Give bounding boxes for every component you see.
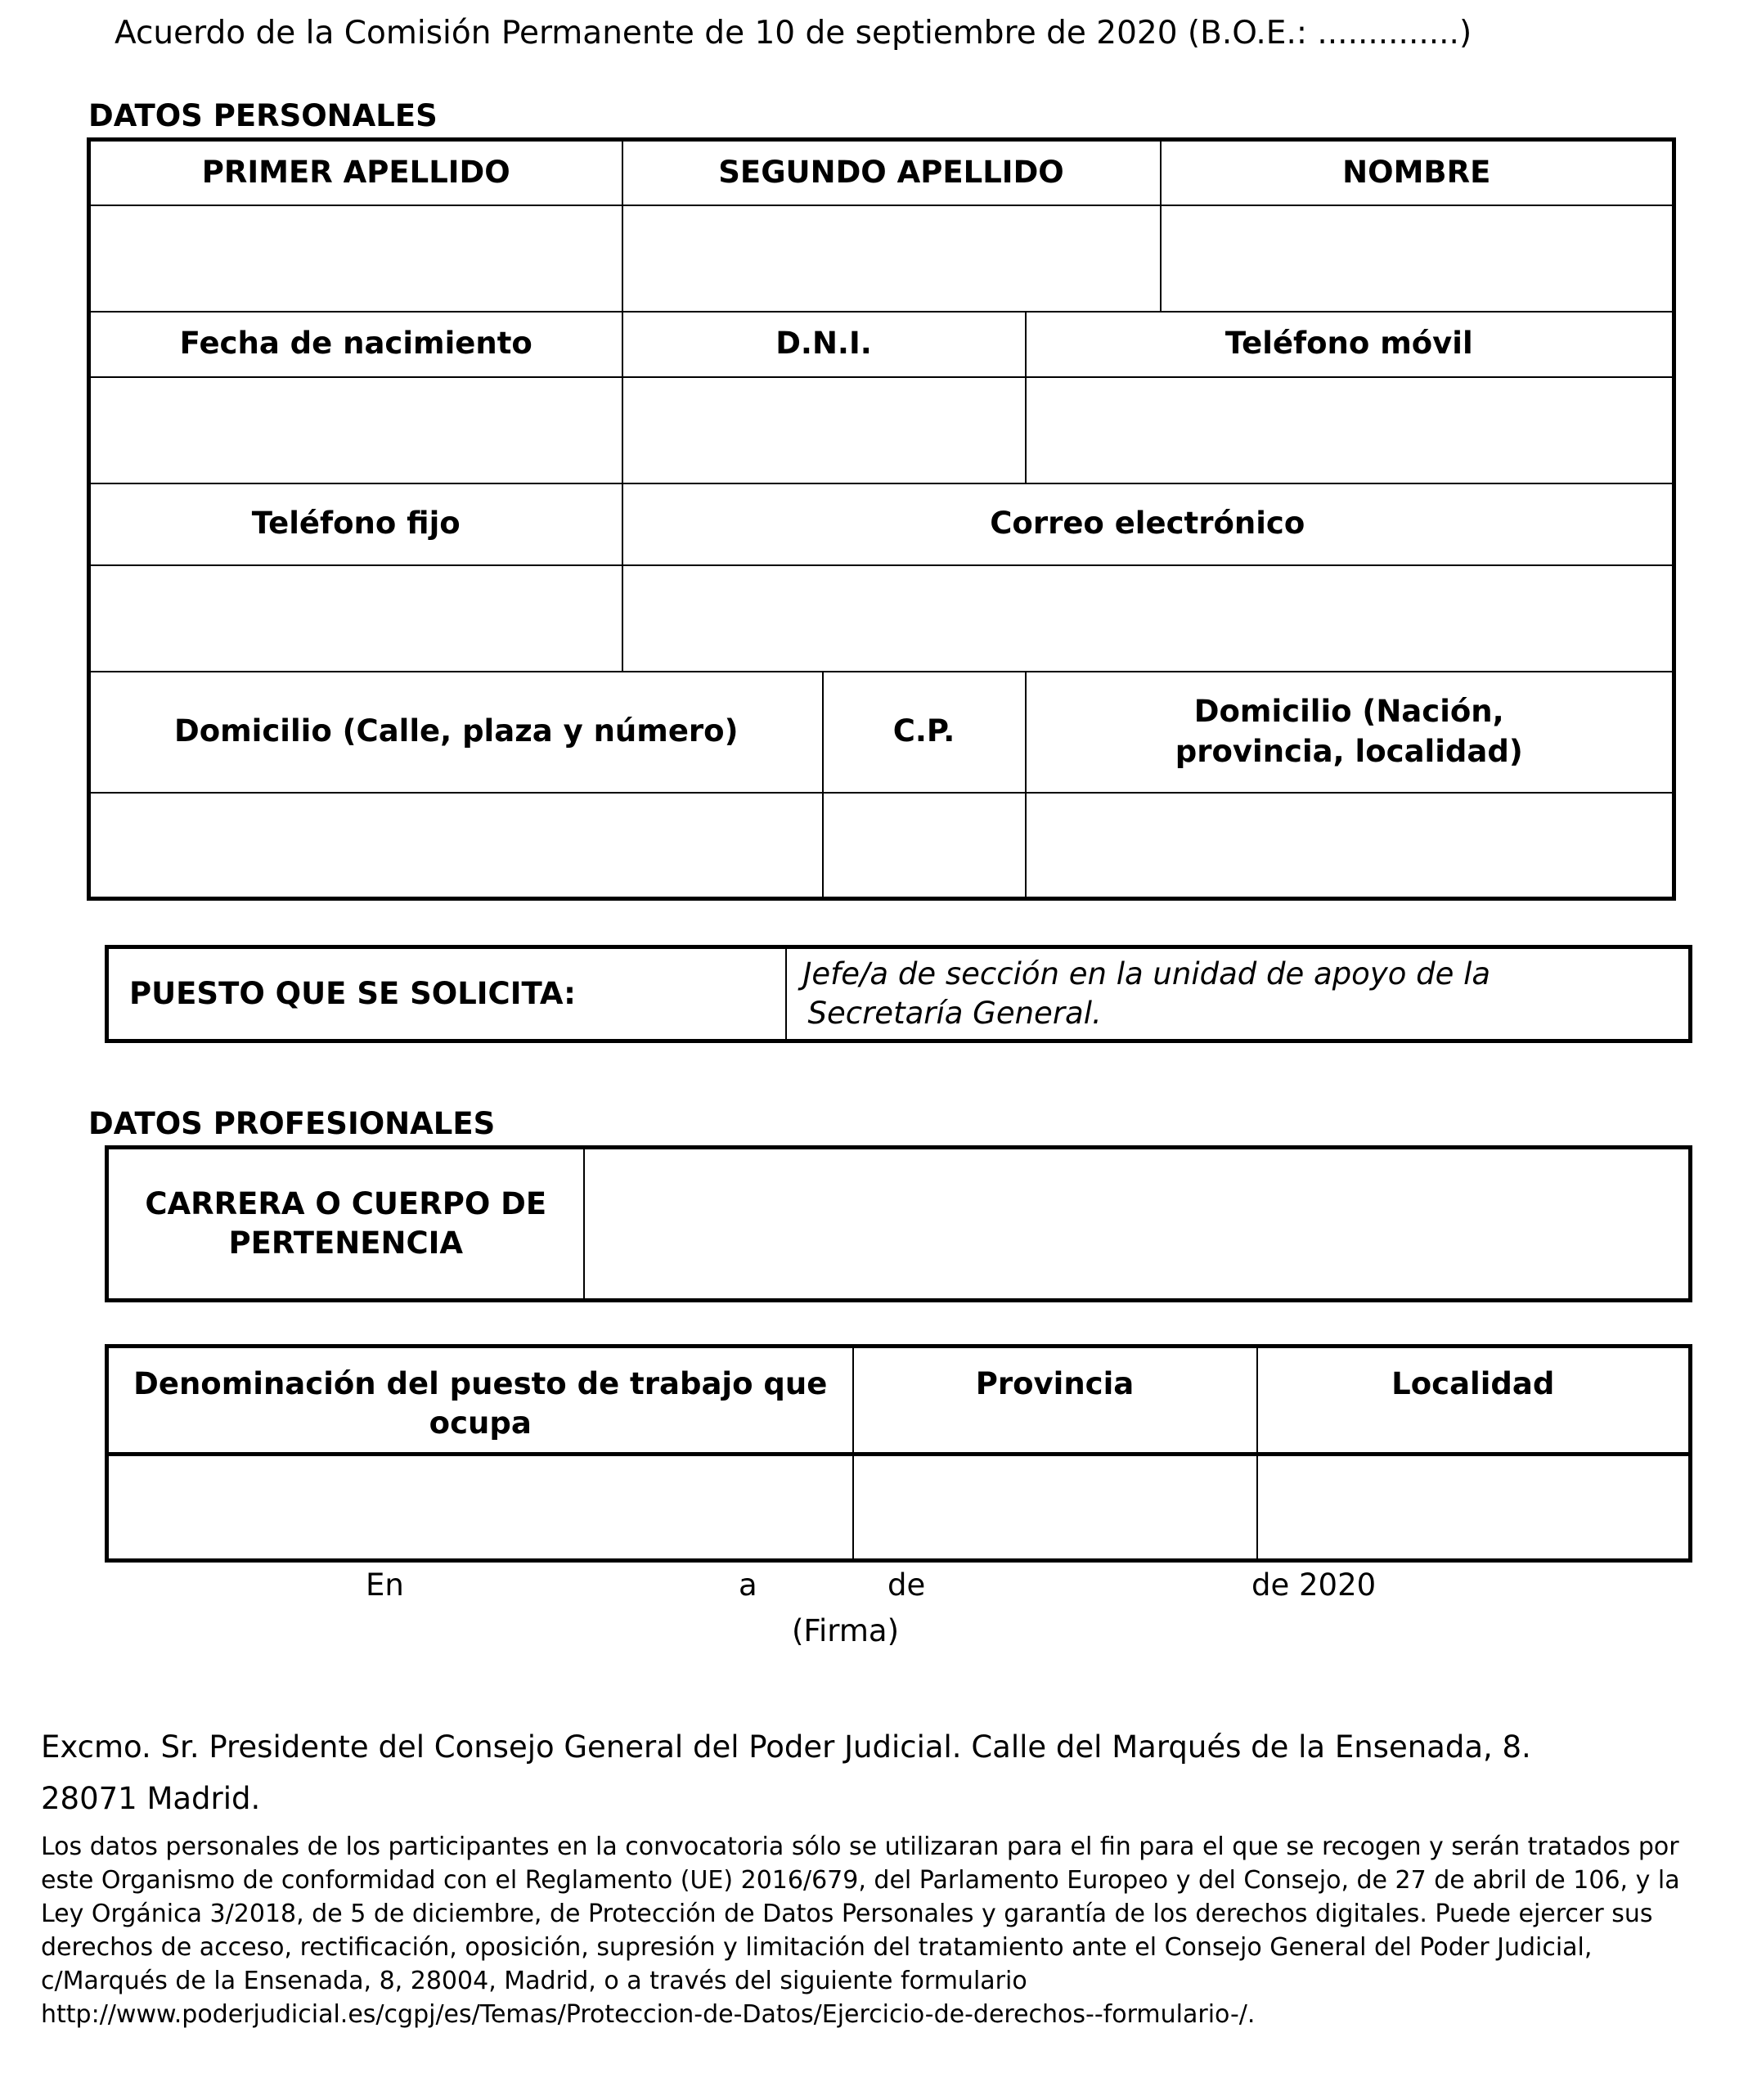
privacy-notice — [41, 1830, 1710, 2032]
denominacion-label-line-1: Denominación del puesto de trabajo que — [133, 1366, 828, 1401]
domicilio-calle-label: Domicilio (Calle, plaza y número) — [89, 672, 823, 793]
addressee-line-1: Excmo. Sr. Presidente del Consejo General del Poder Judicial. Calle del Marqués de la Ensenada, 8. — [41, 1729, 1531, 1765]
puesto-value-line-2: Secretaría General. — [807, 996, 1102, 1031]
nombre-label: NOMBRE — [1161, 140, 1674, 205]
domicilio-nacion-line-1: Domicilio (Nación, — [1193, 694, 1504, 730]
acuerdo-header: Acuerdo de la Comisión Permanente de 10 de septiembre de 2020 (B.O.E.: ..............) — [115, 15, 1472, 52]
puesto-value — [786, 947, 1691, 1041]
privacy-line: este Organismo de conformidad con el Reglamento (UE) 2016/679, del Parlamento Europeo y del Consejo, de 27 de abril de 106, y la — [41, 1866, 1680, 1895]
puesto-table — [105, 945, 1692, 1043]
provincia-field[interactable] — [853, 1455, 1257, 1561]
dni-field[interactable] — [622, 377, 1026, 483]
telefono-movil-label: Teléfono móvil — [1026, 312, 1674, 377]
primer-apellido-field[interactable] — [89, 205, 622, 312]
denominacion-label — [107, 1347, 853, 1455]
puesto-value-line-1: Jefe/a de sección en la unidad de apoyo de la — [802, 956, 1491, 992]
nombre-field[interactable] — [1161, 205, 1674, 312]
addressee-line-2: 28071 Madrid. — [41, 1780, 261, 1816]
telefono-movil-field[interactable] — [1026, 377, 1674, 483]
privacy-line: Ley Orgánica 3/2018, de 5 de diciembre, de Protección de Datos Personales y garantía de los derechos digitales. Puede ejercer sus — [41, 1900, 1653, 1929]
telefono-fijo-field[interactable] — [89, 565, 622, 672]
fecha-nacimiento-field[interactable] — [89, 377, 622, 483]
domicilio-nacion-field[interactable] — [1026, 793, 1674, 899]
segundo-apellido-field[interactable] — [622, 205, 1161, 312]
correo-field[interactable] — [622, 565, 1674, 672]
privacy-line: Los datos personales de los participantes en la convocatoria sólo se utilizaran para el fin para el que se recogen y serán tratados por — [41, 1832, 1679, 1861]
domicilio-nacion-line-2: provincia, localidad) — [1175, 733, 1523, 769]
carrera-label-line-2: PERTENENCIA — [228, 1225, 463, 1261]
fecha-nacimiento-label: Fecha de nacimiento — [89, 312, 622, 377]
privacy-line: derechos de acceso, rectificación, oposición, supresión y limitación del tratamiento ante el Consejo General del Poder Judicial, — [41, 1933, 1593, 1963]
firma-a: a — [739, 1567, 757, 1603]
segundo-apellido-label: SEGUNDO APELLIDO — [622, 140, 1161, 205]
dni-label: D.N.I. — [622, 312, 1026, 377]
datos-personales-table — [87, 137, 1676, 901]
localidad-field[interactable] — [1257, 1455, 1691, 1561]
correo-label: Correo electrónico — [622, 483, 1674, 565]
carrera-label — [107, 1148, 584, 1301]
firma-label: (Firma) — [792, 1613, 900, 1648]
privacy-link[interactable]: http://www.poderjudicial.es/cgpj/es/Temas/Proteccion-de-Datos/Ejercicio-de-derechos--formulario-/. — [41, 2000, 1256, 2030]
primer-apellido-label: PRIMER APELLIDO — [89, 140, 622, 205]
datos-profesionales-title: DATOS PROFESIONALES — [88, 1106, 496, 1141]
firma-year: de 2020 — [1251, 1567, 1377, 1603]
firma-de: de — [887, 1567, 926, 1603]
telefono-fijo-label: Teléfono fijo — [89, 483, 622, 565]
denominacion-label-line-2: ocupa — [429, 1405, 532, 1441]
carrera-field[interactable] — [584, 1148, 1691, 1301]
provincia-label: Provincia — [853, 1347, 1257, 1455]
domicilio-nacion-label — [1026, 672, 1674, 793]
privacy-line: c/Marqués de la Ensenada, 8, 28004, Madrid, o a través del siguiente formulario — [41, 1967, 1027, 1996]
domicilio-calle-field[interactable] — [89, 793, 823, 899]
denominacion-field[interactable] — [107, 1455, 853, 1561]
addressee-block — [41, 1722, 1710, 1825]
cp-field[interactable] — [823, 793, 1026, 899]
firma-en: En — [366, 1567, 404, 1603]
carrera-table — [105, 1145, 1692, 1302]
carrera-label-line-1: CARRERA O CUERPO DE — [145, 1185, 547, 1221]
localidad-label: Localidad — [1257, 1347, 1691, 1455]
datos-personales-title: DATOS PERSONALES — [88, 98, 438, 133]
puesto-label: PUESTO QUE SE SOLICITA: — [107, 947, 786, 1041]
cp-label: C.P. — [823, 672, 1026, 793]
puesto-trabajo-table — [105, 1344, 1692, 1563]
